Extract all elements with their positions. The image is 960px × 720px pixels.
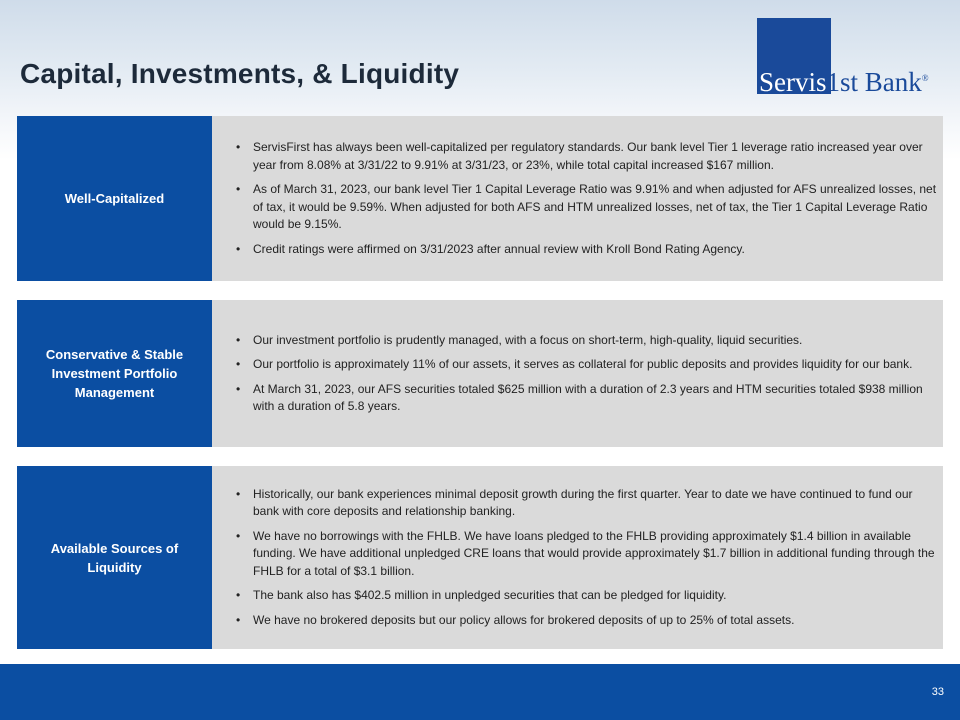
bullet-list: [234, 139, 939, 258]
bullet-item: • Credit ratings were affirmed on 3/31/2023 after annual review with Kroll Bond Rating Agency.: [234, 241, 939, 259]
servisfirst-logo: [757, 18, 943, 97]
section-content: [212, 116, 943, 281]
bullet-item: • At March 31, 2023, our AFS securities totaled $625 million with a duration of 2.3 years and HTM securities totaled $938 million with a duration of 5.8 years.: [234, 381, 939, 416]
bullet-item: • Our portfolio is approximately 11% of our assets, it serves as collateral for public deposits and provides liquidity for our bank.: [234, 356, 939, 374]
page-title: Capital, Investments, & Liquidity: [20, 58, 460, 89]
logo-text-part2: 1st Bank: [826, 67, 922, 97]
page-number: 33: [931, 686, 944, 698]
section-content: [212, 300, 943, 447]
section-well-capitalized: [17, 116, 943, 281]
logo-text-part1: Servis: [759, 67, 827, 97]
section-liquidity-sources: [17, 466, 943, 649]
logo-registered-mark: ®: [921, 73, 929, 83]
bullet-item: • ServisFirst has always been well-capitalized per regulatory standards. Our bank level Tier 1 leverage ratio increased year over year from 8.08% at 3/31/22 to 9.91% at 3/31/23, or 23%, while total capital increased $167 million.: [234, 139, 939, 174]
bullet-item: • As of March 31, 2023, our bank level Tier 1 Capital Leverage Ratio was 9.91% and when adjusted for AFS unrealized losses, net of tax, it would be 9.59%. When adjusted for both AFS and HTM unrealized losses, net of tax, the Tier 1 Capital Leverage Ratio would be 9.15%.: [234, 181, 939, 234]
bullet-item: • Historically, our bank experiences minimal deposit growth during the first quarter. Year to date we have continued to fund our bank with core deposits and relationship banking.: [234, 486, 939, 521]
logo-text: [759, 62, 929, 98]
section-label: Well-Capitalized: [17, 116, 212, 281]
bullet-list: [234, 332, 939, 416]
bullet-item: • The bank also has $402.5 million in unpledged securities that can be pledged for liquidity.: [234, 587, 939, 605]
bullet-item: • We have no brokered deposits but our policy allows for brokered deposits of up to 25% of total assets.: [234, 612, 939, 630]
section-label: Available Sources of Liquidity: [17, 466, 212, 649]
section-content: [212, 466, 943, 649]
section-investment-portfolio: [17, 300, 943, 447]
bullet-list: [234, 486, 939, 630]
section-label: Conservative & Stable Investment Portfolio Management: [17, 300, 212, 447]
bullet-item: • Our investment portfolio is prudently managed, with a focus on short-term, high-quality, liquid securities.: [234, 332, 939, 350]
footer-bar: [0, 664, 960, 720]
bullet-item: • We have no borrowings with the FHLB. We have loans pledged to the FHLB providing approximately $1.4 billion in available funding. We have additional unpledged CRE loans that would provide approximately $1.7 billion in additional funding through the FHLB for a total of $3.1 billion.: [234, 528, 939, 581]
